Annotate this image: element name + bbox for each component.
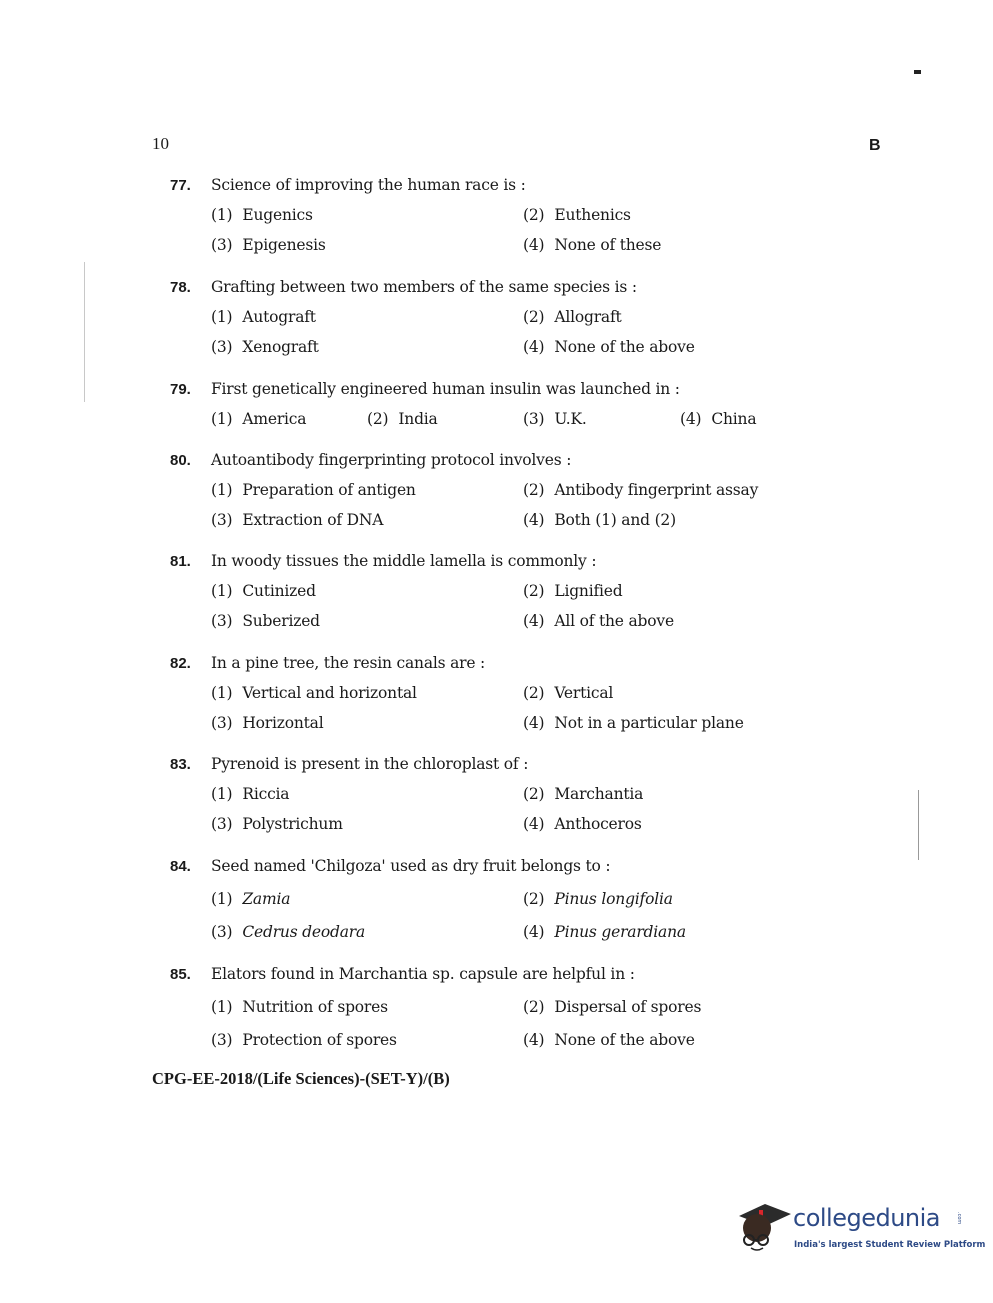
options-row [170,206,810,236]
options-row [170,714,810,744]
option-1: (1) Vertical and horizontal [211,684,417,702]
options-row [170,338,810,368]
question-header [170,380,810,404]
option-2: (2) Antibody fingerprint assay [523,481,759,499]
option-4: (4) None of the above [523,1031,695,1049]
option-4: (4) All of the above [523,612,674,630]
options-row [170,785,810,815]
option-4: (4) None of the above [523,338,695,356]
option-3: (3) Protection of spores [211,1031,397,1049]
option-4: (4) None of these [523,236,662,254]
scan-edge-line [918,790,919,860]
brand-tagline: India's largest Student Review Platform [794,1240,986,1250]
option-2: (2) Pinus longifolia [523,890,673,908]
options-row [170,511,810,541]
option-1: (1) Nutrition of spores [211,998,388,1016]
options-row [170,923,810,953]
question-number: 79. [170,381,191,398]
question-number: 81. [170,553,191,570]
question-header [170,278,810,302]
options-row [170,815,810,845]
question-text: First genetically engineered human insulin was launched in : [211,380,680,398]
question-text: In woody tissues the middle lamella is commonly : [211,552,597,570]
option-2: (2) India [367,410,438,428]
option-2: (2) Marchantia [523,785,644,803]
question-text: Science of improving the human race is : [211,176,526,194]
options-row [170,410,810,440]
brand-suffix: .com [956,1212,962,1225]
question-number: 82. [170,655,191,672]
question-text: In a pine tree, the resin canals are : [211,654,486,672]
question-header [170,755,810,779]
option-2: (2) Vertical [523,684,614,702]
option-3: (3) Xenograft [211,338,319,356]
option-2: (2) Lignified [523,582,623,600]
option-3: (3) Cedrus deodara [211,923,366,941]
question-header [170,176,810,200]
options-row [170,236,810,266]
options-row [170,1031,810,1061]
question-header [170,965,810,989]
options-row [170,998,810,1031]
question-81 [170,552,810,642]
question-text: Autoantibody fingerprinting protocol involves : [211,451,572,469]
options-row [170,308,810,338]
question-text: Pyrenoid is present in the chloroplast of : [211,755,529,773]
question-text: Elators found in Marchantia sp. capsule are helpful in : [211,965,635,983]
option-4: (4) Both (1) and (2) [523,511,676,529]
option-2: (2) Euthenics [523,206,631,224]
question-header [170,451,810,475]
question-number: 83. [170,756,191,773]
question-header [170,857,810,881]
collegedunia-watermark [735,1196,986,1258]
option-4: (4) Pinus gerardiana [523,923,686,941]
options-row [170,481,810,511]
option-3: (3) Extraction of DNA [211,511,384,529]
question-78 [170,278,810,368]
set-letter: B [869,137,881,154]
question-79 [170,380,810,440]
paper-code: CPG-EE-2018/(Life Sciences)-(SET-Y)/(B) [152,1069,450,1088]
option-1: (1) Eugenics [211,206,313,224]
option-3: (3) Epigenesis [211,236,326,254]
question-header [170,552,810,576]
brand-name: collegedunia [793,1204,941,1232]
question-text: Grafting between two members of the same species is : [211,278,637,296]
option-1: (1) America [211,410,307,428]
question-80 [170,451,810,541]
option-4: (4) China [680,410,757,428]
question-number: 80. [170,452,191,469]
graduate-cap-mascot-icon [735,1196,793,1254]
question-header [170,654,810,678]
question-77 [170,176,810,266]
question-83 [170,755,810,845]
option-2: (2) Allograft [523,308,622,326]
option-4: (4) Anthoceros [523,815,642,833]
option-3: (3) Polystrichum [211,815,343,833]
options-row [170,612,810,642]
options-row [170,890,810,923]
option-3: (3) U.K. [523,410,587,428]
question-number: 84. [170,858,191,875]
question-84 [170,857,810,953]
options-row [170,582,810,612]
options-row [170,684,810,714]
question-number: 85. [170,966,191,983]
option-3: (3) Suberized [211,612,320,630]
question-85 [170,965,810,1061]
question-number: 77. [170,177,191,194]
option-1: (1) Cutinized [211,582,316,600]
question-text: Seed named 'Chilgoza' used as dry fruit belongs to : [211,857,611,875]
corner-mark [914,70,921,74]
question-number: 78. [170,279,191,296]
option-1: (1) Riccia [211,785,290,803]
option-2: (2) Dispersal of spores [523,998,702,1016]
option-1: (1) Preparation of antigen [211,481,416,499]
option-4: (4) Not in a particular plane [523,714,744,732]
question-82 [170,654,810,744]
page-number: 10 [152,134,169,153]
option-1: (1) Autograft [211,308,316,326]
option-3: (3) Horizontal [211,714,324,732]
scan-edge-line [84,262,85,402]
option-1: (1) Zamia [211,890,291,908]
